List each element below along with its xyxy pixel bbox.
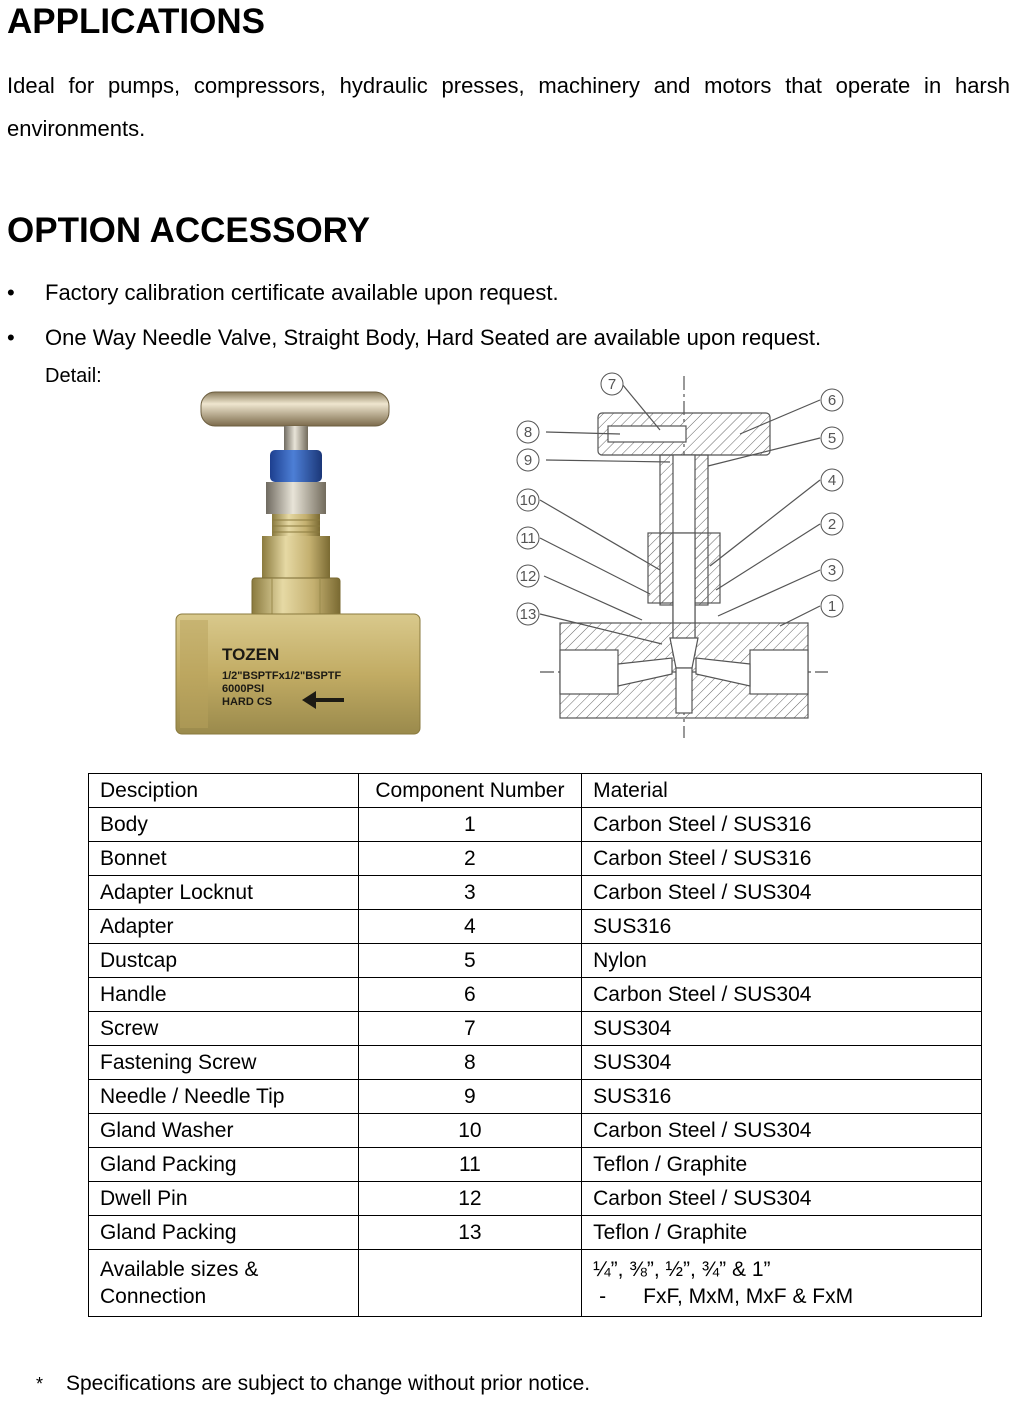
photo-brand: TOZEN bbox=[222, 645, 280, 664]
table-row bbox=[89, 1080, 982, 1114]
cell-material: SUS304 bbox=[582, 1012, 982, 1046]
svg-text:3: 3 bbox=[827, 562, 837, 579]
dash: - bbox=[599, 1285, 607, 1308]
cell-material: Carbon Steel / SUS304 bbox=[582, 978, 982, 1012]
callout-4 bbox=[821, 469, 843, 491]
cell-component-number: 3 bbox=[358, 876, 582, 910]
cell-material: Carbon Steel / SUS304 bbox=[582, 1182, 982, 1216]
valve-cross-section-drawing bbox=[510, 368, 858, 740]
sizes-label bbox=[89, 1250, 359, 1317]
svg-text:7: 7 bbox=[607, 376, 617, 393]
cell-material: Nylon bbox=[582, 944, 982, 978]
cell-description: Fastening Screw bbox=[89, 1046, 359, 1080]
table-row bbox=[89, 1012, 982, 1046]
table-row bbox=[89, 808, 982, 842]
svg-text:9: 9 bbox=[523, 452, 533, 469]
option-item-text: Factory calibration certificate available upon request. bbox=[45, 280, 559, 305]
callout-2 bbox=[821, 513, 843, 535]
table-row bbox=[89, 1216, 982, 1250]
cell-description: Bonnet bbox=[89, 842, 359, 876]
bullet-icon: • bbox=[7, 280, 15, 305]
callout-13 bbox=[517, 603, 539, 625]
cell-description: Adapter bbox=[89, 910, 359, 944]
callout-11 bbox=[517, 527, 539, 549]
header-component-number: Component Number bbox=[358, 774, 582, 808]
cell-component-number: 4 bbox=[358, 910, 582, 944]
cell-material: Teflon / Graphite bbox=[582, 1216, 982, 1250]
option-accessory-heading: OPTION ACCESSORY bbox=[7, 211, 371, 250]
table-row bbox=[89, 910, 982, 944]
table-header-row bbox=[89, 774, 982, 808]
callout-1 bbox=[821, 595, 843, 617]
cell-component-number: 1 bbox=[358, 808, 582, 842]
cell-material: Carbon Steel / SUS304 bbox=[582, 876, 982, 910]
footnote bbox=[36, 1372, 590, 1396]
svg-text:4: 4 bbox=[827, 472, 837, 489]
callout-3 bbox=[821, 559, 843, 581]
cell-material: SUS304 bbox=[582, 1046, 982, 1080]
cell-component-number: 12 bbox=[358, 1182, 582, 1216]
cell-component-number: 13 bbox=[358, 1216, 582, 1250]
cell-description: Gland Packing bbox=[89, 1216, 359, 1250]
callout-7 bbox=[601, 373, 623, 395]
cell-material: Teflon / Graphite bbox=[582, 1148, 982, 1182]
table-row bbox=[89, 978, 982, 1012]
cell-component-number: 10 bbox=[358, 1114, 582, 1148]
svg-text:12: 12 bbox=[519, 568, 537, 585]
cell-component-number: 5 bbox=[358, 944, 582, 978]
cell-description: Gland Packing bbox=[89, 1148, 359, 1182]
cell-material: SUS316 bbox=[582, 1080, 982, 1114]
cell-description: Screw bbox=[89, 1012, 359, 1046]
sizes-empty-cell bbox=[358, 1250, 582, 1317]
cell-description: Needle / Needle Tip bbox=[89, 1080, 359, 1114]
table-row bbox=[89, 944, 982, 978]
table-row bbox=[89, 1046, 982, 1080]
applications-text: Ideal for pumps, compressors, hydraulic presses, machinery and motors that operate in harsh environments. bbox=[7, 73, 1010, 141]
footnote-text: Specifications are subject to change without prior notice. bbox=[66, 1372, 591, 1395]
header-material: Material bbox=[582, 774, 982, 808]
svg-text:11: 11 bbox=[520, 530, 536, 547]
component-table bbox=[88, 773, 982, 1317]
cell-description: Handle bbox=[89, 978, 359, 1012]
connections-line bbox=[593, 1283, 970, 1310]
header-description: Desciption bbox=[89, 774, 359, 808]
table-row bbox=[89, 842, 982, 876]
bullet-icon: • bbox=[7, 325, 15, 350]
cell-description: Dustcap bbox=[89, 944, 359, 978]
sizes-row bbox=[89, 1250, 982, 1317]
photo-marking-material: HARD CS bbox=[222, 696, 273, 708]
svg-text:5: 5 bbox=[827, 430, 837, 447]
cell-component-number: 8 bbox=[358, 1046, 582, 1080]
svg-text:10: 10 bbox=[519, 492, 537, 509]
sizes-label-line2: Connection bbox=[100, 1285, 207, 1308]
cell-component-number: 9 bbox=[358, 1080, 582, 1114]
svg-text:2: 2 bbox=[827, 516, 837, 533]
asterisk-icon: * bbox=[36, 1374, 44, 1394]
cell-material: Carbon Steel / SUS316 bbox=[582, 808, 982, 842]
callout-9 bbox=[517, 449, 539, 471]
option-item-text: One Way Needle Valve, Straight Body, Hard Seated are available upon request. bbox=[45, 325, 822, 350]
cell-description: Dwell Pin bbox=[89, 1182, 359, 1216]
callout-12 bbox=[517, 565, 539, 587]
svg-text:6: 6 bbox=[827, 392, 837, 409]
sizes-label-line1: Available sizes & bbox=[100, 1258, 259, 1281]
svg-text:8: 8 bbox=[523, 424, 533, 441]
table-row bbox=[89, 1148, 982, 1182]
callout-5 bbox=[821, 427, 843, 449]
sizes-value bbox=[582, 1250, 982, 1317]
table-row bbox=[89, 1182, 982, 1216]
svg-text:1: 1 bbox=[827, 598, 837, 615]
cell-material: Carbon Steel / SUS316 bbox=[582, 842, 982, 876]
cell-component-number: 11 bbox=[358, 1148, 582, 1182]
detail-label: Detail: bbox=[45, 365, 102, 387]
photo-marking-pressure: 6000PSI bbox=[222, 683, 265, 695]
connections-list: FxF, MxM, MxF & FxM bbox=[643, 1285, 854, 1308]
cell-component-number: 7 bbox=[358, 1012, 582, 1046]
valve-photo bbox=[174, 388, 422, 738]
photo-marking-size: 1/2"BSPTFx1/2"BSPTF bbox=[222, 670, 342, 682]
cell-component-number: 6 bbox=[358, 978, 582, 1012]
cell-material: SUS316 bbox=[582, 910, 982, 944]
cell-description: Body bbox=[89, 808, 359, 842]
cell-material: Carbon Steel / SUS304 bbox=[582, 1114, 982, 1148]
cell-component-number: 2 bbox=[358, 842, 582, 876]
callout-8 bbox=[517, 421, 539, 443]
applications-heading: APPLICATIONS bbox=[7, 2, 265, 41]
table-row bbox=[89, 1114, 982, 1148]
callout-10 bbox=[517, 489, 539, 511]
callout-6 bbox=[821, 389, 843, 411]
cell-description: Adapter Locknut bbox=[89, 876, 359, 910]
svg-text:13: 13 bbox=[519, 606, 537, 623]
sizes-list: ¼”, ⅜”, ½”, ¾” & 1” bbox=[593, 1258, 771, 1281]
table-row bbox=[89, 876, 982, 910]
cell-description: Gland Washer bbox=[89, 1114, 359, 1148]
